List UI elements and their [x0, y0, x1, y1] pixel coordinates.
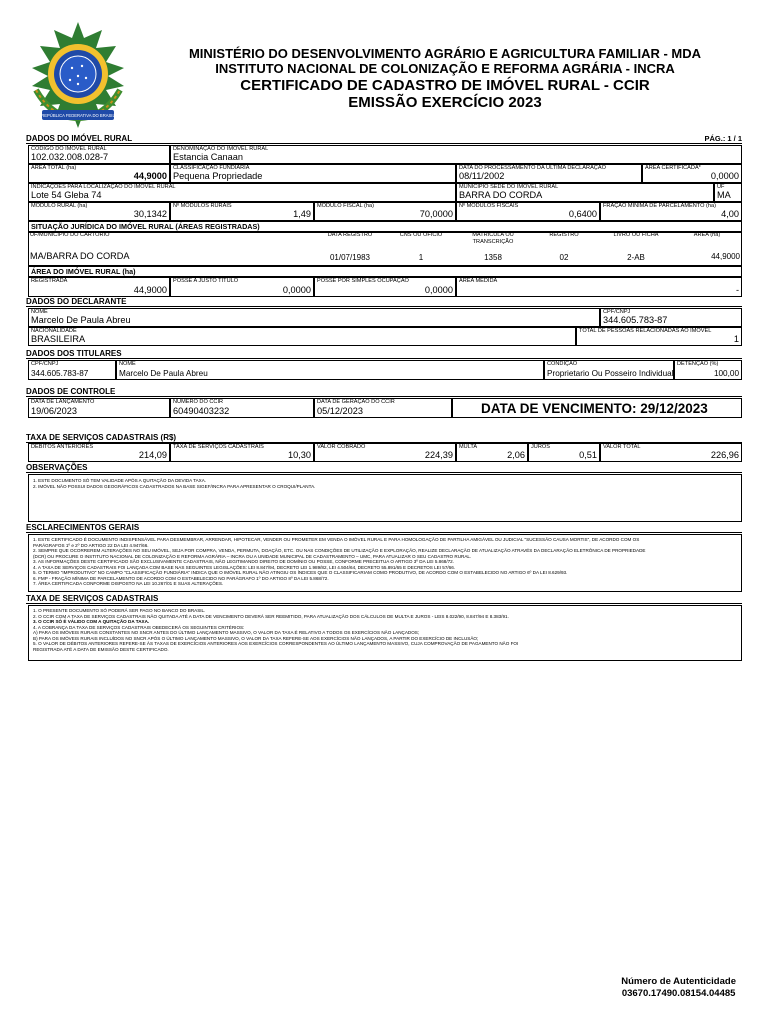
field-titular-nome: NOME Marcelo De Paula Abreu — [116, 360, 544, 380]
field-debitos: DÉBITOS ANTERIORES 214,09 — [28, 443, 170, 462]
esc-line: 7. ÁREA CERTIFICADA CONFORME DISPOSTO NA LEI 10.267/01 E SUAS ALTERAÇÕES. — [33, 581, 224, 586]
section-taxa-info: TAXA DE SERVIÇOS CADASTRAIS — [26, 594, 159, 603]
juridica-matricula: MATRÍCULA OU TRANSCRIÇÃO 1358 — [472, 232, 514, 262]
section-controle: DADOS DE CONTROLE — [26, 387, 116, 396]
field-juros: JUROS 0,51 — [528, 443, 600, 462]
field-cobrado: VALOR COBRADO 224,39 — [314, 443, 456, 462]
section-taxa: TAXA DE SERVIÇOS CADASTRAIS (R$) — [26, 433, 177, 442]
section-imovel: DADOS DO IMÓVEL RURAL — [26, 134, 133, 143]
field-n-modulos-fiscais: Nº MÓDULOS FISCAIS 0,6400 — [456, 202, 600, 221]
taxa-info-box — [28, 605, 742, 661]
field-fracao-minima: FRAÇÃO MÍNIMA DE PARCELAMENTO (ha) 4,00 — [600, 202, 742, 221]
esc-line: 2. SEMPRE QUE OCORREREM ALTERAÇÕES NO SEU IMÓVEL, SEJA POR COMPRA, VENDA, PERMUTA, DOAÇÃO, ETC. OU NAS CONDIÇÕES DE UTILIZAÇÃO E EXPLORAÇÃO, REALIZE DECLARAÇÃO DE ATUALIZAÇÃO ATRAVÉS DA DECLARAÇÃO ELETRÔNICA DE PROPRIEDADE — [33, 548, 646, 553]
section-area: ÁREA DO IMÓVEL RURAL (ha) — [28, 266, 742, 277]
taxa-line: 4. A COBRANÇA DA TAXA DE SERVIÇOS CADASTRAIS OBEDECERÁ OS SEGUINTES CRITÉRIOS: — [33, 624, 245, 630]
field-codigo: CÓDIGO DO IMÓVEL RURAL 102.032.008.028-7 — [28, 145, 170, 164]
taxa-line: REGISTRADA ATÉ A DATA DE EMISSÃO DESTE CERTIFICADO. — [33, 646, 169, 652]
esc-line: (DCR) OU PROCURE O INSTITUTO NACIONAL DE COLONIZAÇÃO E REFORMA AGRÁRIA – INCRA OU A UNIDADE MUNICIPAL DE CADASTRAMENTO – UMC, PARA ATUALIZAR O SEU CADASTRO RURAL. — [33, 553, 472, 559]
ministry-title: MINISTÉRIO DO DESENVOLVIMENTO AGRÁRIO E AGRICULTURA FAMILIAR - MDA — [188, 46, 702, 61]
divider — [26, 472, 742, 473]
field-declarante-cpf: CPF/CNPJ 344.605.783-87 — [600, 308, 742, 327]
brazil-coat-of-arms-emblem — [22, 20, 134, 132]
juridica-cartorio: UF/MUNICÍPIO DO CARTÓRIO MA/BARRA DO CORDA — [30, 232, 130, 261]
taxa-line: 1. O PRESENTE DOCUMENTO SÓ PODERÁ SER PAGO NO BANCO DO BRASIL. — [33, 608, 206, 613]
divider — [26, 532, 742, 533]
taxa-line: A) PARA OS IMÓVEIS RURAIS CONSTANTES NO SNCR ANTES DO ÚLTIMO LANÇAMENTO MASSIVO, O VALOR DA TAXA É RELATIVO A TODOS OS EXERCÍCIOS NÃO LANÇADOS; — [33, 630, 420, 635]
section-declarante: DADOS DO DECLARANTE — [26, 297, 127, 306]
divider — [26, 306, 742, 307]
taxa-line: 5. O VALOR DE DÉBITOS ANTERIORES REFERE-SE ÀS TAXAS DE EXERCÍCIOS ANTERIORES AOS EXERCÍCIOS CORRESPONDENTES AO ÚLTIMO LANÇAMENTO MASSIVO, CUJA COMPROVAÇÃO DE PAGAMENTO NÃO FOI — [33, 641, 519, 646]
obs-line: 2. IMÓVEL NÃO POSSUI DADOS GEOGRÁFICOS CADASTRADOS NA BASE SIGEF/INCRA PARA APRESENTAR O CROQUI/PLANTA. — [33, 484, 316, 489]
esclarecimentos-box — [28, 534, 742, 592]
taxa-line: 2. O CCIR COM A TAXA DE SERVIÇOS CADASTRAIS NÃO QUITADA ATÉ A DATA DE VENCIMENTO DEVERÁ SER REEMITIDO, PARA ATUALIZAÇÃO DOS CÁLCULOS DE MULTA E JUROS - LEIS 8.022/90, 8.847/94 E 8.383/91. — [33, 613, 509, 619]
emission-title: EMISSÃO EXERCÍCIO 2023 — [348, 94, 542, 111]
esc-line: 3. AS INFORMAÇÕES DESTE CERTIFICADO SÃO EXCLUSIVAMENTE CADASTRAIS, NÃO LEGITIMANDO DIREITO DE DOMÍNIO OU POSSE, CONFORME PRECEITUA O ARTIGO 3º DA LEI 5.868/72. — [33, 559, 454, 564]
esc-line: 5. O TERMO "IMPRODUTIVO" NO CAMPO "CLASSIFICAÇÃO FUNDIÁRIA" INDICA QUE O IMÓVEL RURAL NÃO ATINGIU OS ÍNDICES QUE O CLASSIFICARIAM COMO PRODUTIVO, DE ACORDO COM O ESTABELECIDO NO ARTIGO 6º DA LEI 8.629/93. — [33, 570, 568, 575]
field-titular-detencao: DETENÇÃO (%) 100,00 — [674, 360, 742, 380]
field-titular-cpf: CPF/CNPJ 344.605.783-87 — [28, 360, 116, 380]
taxa-line: B) PARA OS IMÓVEIS RURAIS INCLUÍDOS NO SNCR APÓS O ÚLTIMO LANÇAMENTO MASSIVO, O VALOR DA TAXA REFERE-SE AOS EXERCÍCIOS NÃO LANÇADOS, A PARTIR DO EXERCÍCIO DE INCLUSÃO; — [33, 635, 479, 641]
certificate-title: CERTIFICADO DE CADASTRO DE IMÓVEL RURAL - CCIR — [240, 77, 650, 94]
divider — [26, 396, 742, 397]
field-numero-ccir: NÚMERO DO CCIR 60490403232 — [170, 398, 314, 418]
field-modulo-fiscal: MÓDULO FISCAL (ha) 70,0000 — [314, 202, 456, 221]
taxa-line: 3. O CCIR SÓ É VÁLIDO COM A QUITAÇÃO DA TAXA. — [33, 619, 150, 624]
field-municipio: MUNICÍPIO SEDE DO IMÓVEL RURAL BARRA DO CORDA — [456, 183, 714, 202]
field-posse-simples: POSSE POR SIMPLES OCUPAÇÃO 0,0000 — [314, 277, 456, 297]
field-data-geracao: DATA DE GERAÇÃO DO CCIR 05/12/2023 — [314, 398, 452, 418]
obs-line: 1. ESTE DOCUMENTO SÓ TEM VALIDADE APÓS A QUITAÇÃO DA DEVIDA TAXA. — [33, 478, 207, 483]
section-titulares: DADOS DOS TITULARES — [26, 349, 122, 358]
field-titular-condicao: CONDIÇÃO Proprietario Ou Posseiro Individual — [544, 360, 674, 380]
field-valor-total: VALOR TOTAL 226,96 — [600, 443, 742, 462]
esc-line: 1. ESTE CERTIFICADO É DOCUMENTO INDISPENSÁVEL PARA DESMEMBRAR, ARRENDAR, HIPOTECAR, VENDER OU PROMETER EM VENDA O IMÓVEL RURAL E PARA HOMOLOGAÇÃO DE PARTILHA AMIGÁVEL OU JUDICIAL "SUCESSÃO CAUSA MORTIS", DE ACORDO COM OS — [33, 537, 640, 542]
divider — [26, 358, 742, 359]
authenticity-block — [621, 976, 736, 1000]
field-denominacao: DENOMINAÇÃO DO IMÓVEL RURAL Estancia Canaan — [170, 145, 742, 164]
due-date-box — [452, 398, 742, 418]
juridica-livro: LIVRO OU FICHA 2-AB — [613, 232, 659, 262]
field-classificacao: CLASSIFICAÇÃO FUNDIÁRIA Pequena Propriedade — [170, 164, 456, 183]
field-data-processamento: DATA DO PROCESSAMENTO DA ÚLTIMA DECLARAÇÃO 08/11/2002 — [456, 164, 642, 183]
juridica-area: ÁREA (ha) 44,9000 — [693, 232, 740, 261]
field-area-medida: ÁREA MEDIDA - — [456, 277, 742, 297]
divider — [26, 143, 742, 144]
esc-line: PARÁGRAFOS 1º e 2º DO ARTIGO 22 DA LEI 4.947/66. — [33, 542, 149, 548]
field-area-total: ÁREA TOTAL (ha) 44,9000 — [28, 164, 170, 183]
field-nacionalidade: NACIONALIDADE BRASILEIRA — [28, 327, 576, 346]
field-modulo-rural: MÓDULO RURAL (ha) 30,1342 — [28, 202, 170, 221]
field-taxa: TAXA DE SERVIÇOS CADASTRAIS 10,30 — [170, 443, 314, 462]
juridica-registro: REGISTRO 02 — [549, 232, 579, 262]
due-date: DATA DE VENCIMENTO: 29/12/2023 — [481, 401, 708, 416]
esc-line: 6. FMP - FRAÇÃO MÍNIMA DE PARCELAMENTO DE ACORDO COM O ESTABELECIDO NO PARÁGRAFO 1º DO ARTIGO 8º DA LEI 5.868/72. — [33, 575, 329, 581]
section-esclarecimentos: ESCLARECIMENTOS GERAIS — [26, 523, 140, 532]
field-uf: UF MA — [714, 183, 742, 202]
authenticity-label: Número de Autenticidade — [621, 976, 736, 987]
field-posse-justo: POSSE A JUSTO TÍTULO 0,0000 — [170, 277, 314, 297]
field-total-pessoas: TOTAL DE PESSOAS RELACIONADAS AO IMÓVEL 1 — [576, 327, 742, 346]
field-localizacao: INDICAÇÕES PARA LOCALIZAÇÃO DO IMÓVEL RURAL Lote 54 Gleba 74 — [28, 183, 456, 202]
field-declarante-nome: NOME Marcelo De Paula Abreu — [28, 308, 600, 327]
juridica-data-registro: DATA REGISTRO 01/07/1983 — [327, 232, 373, 262]
field-n-modulos-rurais: Nº MÓDULOS RURAIS 1,49 — [170, 202, 314, 221]
divider — [26, 603, 742, 604]
field-multa: MULTA 2,06 — [456, 443, 528, 462]
authenticity-number: 03670.17490.08154.04485 — [621, 988, 736, 999]
section-juridica: SITUAÇÃO JURÍDICA DO IMÓVEL RURAL (ÁREAS REGISTRADAS) — [28, 221, 742, 232]
field-data-lancamento: DATA DE LANÇAMENTO 19/06/2023 — [28, 398, 170, 418]
svg-text:REPÚBLICA FEDERATIVA DO BRASIL: REPÚBLICA FEDERATIVA DO BRASIL — [41, 113, 115, 118]
page-number: PÁG.: 1 / 1 — [704, 134, 742, 143]
institute-title: INSTITUTO NACIONAL DE COLONIZAÇÃO E REFORMA AGRÁRIA - INCRA — [215, 61, 675, 76]
field-area-certificada: ÁREA CERTIFICADA* 0,0000 — [642, 164, 742, 183]
esc-line: 4. A TAXA DE SERVIÇOS CADASTRAIS FOI LANÇADA COM BASE NAS SEGUINTES LEGISLAÇÕES: LEI 8.847/94, DECRETO LEI 1.989/82, LEI 4.504/64, DECRETO 55.891/65 E DECRETOS LEI 57/66. — [33, 564, 456, 570]
juridica-cns: CNS OU OFÍCIO 1 — [399, 232, 443, 262]
observacoes-box — [28, 474, 742, 522]
section-observacoes: OBSERVAÇÕES — [26, 463, 88, 472]
field-area-registrada: REGISTRADA 44,9000 — [28, 277, 170, 297]
